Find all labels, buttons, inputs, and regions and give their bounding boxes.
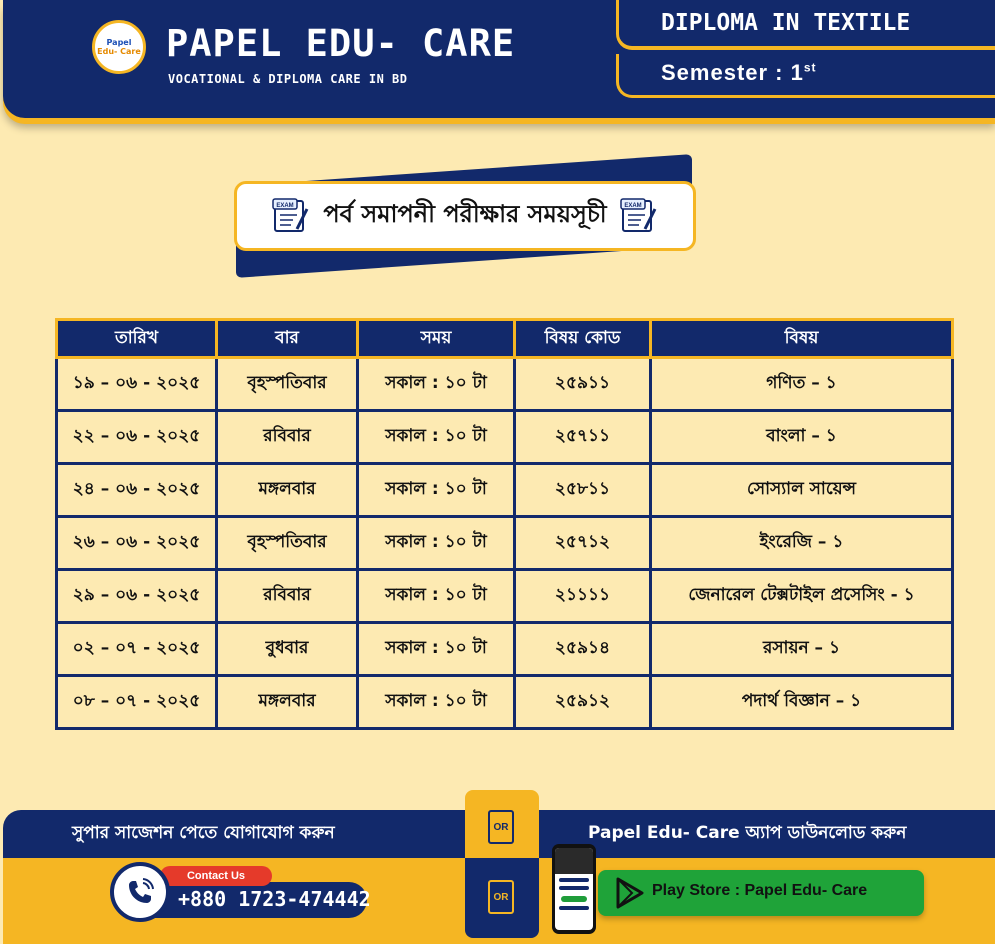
table-header-row [57, 320, 953, 358]
cell-date: ২৪ – ০৬ - ২০২৫ [57, 464, 217, 517]
cell-time: সকাল : ১০ টা [358, 676, 515, 729]
cell-subject: ইংরেজি – ১ [651, 517, 953, 570]
cell-subject: সোস্যাল সায়েন্স [651, 464, 953, 517]
cell-day: রবিবার [217, 570, 358, 623]
app-screenshot-phone [552, 844, 596, 934]
cell-time: সকাল : ১০ টা [358, 358, 515, 411]
cell-day: রবিবার [217, 411, 358, 464]
cell-subject: পদার্থ বিজ্ঞান – ১ [651, 676, 953, 729]
cell-date: ২৬ – ০৬ - ২০২৫ [57, 517, 217, 570]
brand-logo [92, 20, 146, 74]
cell-date: ২৯ – ০৬ - ২০২৫ [57, 570, 217, 623]
logo-line2: Edu- Care [97, 47, 141, 56]
cell-time: সকাল : ১০ টা [358, 464, 515, 517]
semester-label [661, 60, 817, 86]
contact-us-label: Contact Us [160, 866, 272, 886]
semester-box [616, 54, 995, 98]
diploma-box [616, 0, 995, 50]
contact-phone-number[interactable]: +880 1723-474442 [178, 887, 371, 911]
table-row [57, 570, 953, 623]
table-row [57, 517, 953, 570]
cell-code: ২১১১১ [515, 570, 651, 623]
cell-day: বৃহস্পতিবার [217, 358, 358, 411]
header-subject-code: বিষয় কোড [515, 320, 651, 358]
header-subject: বিষয় [651, 320, 953, 358]
app-download-text: Papel Edu- Care অ্যাপ ডাউনলোড করুন [588, 823, 907, 843]
cell-subject: রসায়ন – ১ [651, 623, 953, 676]
schedule-title: পর্ব সমাপনী পরীক্ষার সময়সূচী [323, 200, 607, 228]
table-row [57, 411, 953, 464]
semester-prefix: Semester : 1 [661, 60, 804, 85]
cell-day: মঙ্গলবার [217, 464, 358, 517]
brand-name: PAPEL EDU- CARE [166, 22, 516, 65]
brand-tagline: VOCATIONAL & DIPLOMA CARE IN BD [168, 72, 408, 86]
cell-code: ২৫৭১১ [515, 411, 651, 464]
semester-suffix: st [803, 60, 817, 75]
cell-code: ২৫৯১৪ [515, 623, 651, 676]
or-badge: OR [488, 880, 514, 914]
cell-subject: গণিত – ১ [651, 358, 953, 411]
table-row [57, 358, 953, 411]
phone-glyph-icon [123, 875, 157, 909]
header-day: বার [217, 320, 358, 358]
exam-schedule-table [55, 318, 954, 730]
svg-text:EXAM: EXAM [623, 203, 642, 209]
svg-text:EXAM: EXAM [276, 203, 295, 209]
header-date: তারিখ [57, 320, 217, 358]
cell-time: সকাল : ১০ টা [358, 411, 515, 464]
phone-icon [110, 862, 170, 922]
diploma-title: DIPLOMA IN TEXTILE [661, 10, 911, 36]
or-badge: OR [488, 810, 514, 844]
cell-day: বুধবার [217, 623, 358, 676]
logo-line1: Papel [106, 38, 132, 47]
play-store-icon [612, 876, 646, 910]
title-banner [234, 181, 696, 251]
cell-subject: জেনারেল টেক্সটাইল প্রসেসিং - ১ [651, 570, 953, 623]
cell-date: ২২ – ০৬ - ২০২৫ [57, 411, 217, 464]
exam-icon [619, 197, 659, 235]
header-time: সময় [358, 320, 515, 358]
table-row [57, 464, 953, 517]
cell-subject: বাংলা – ১ [651, 411, 953, 464]
cell-code: ২৫৯১১ [515, 358, 651, 411]
cell-time: সকাল : ১০ টা [358, 623, 515, 676]
cell-code: ২৫৮১১ [515, 464, 651, 517]
table-row [57, 623, 953, 676]
suggestion-contact-text: সুপার সাজেশন পেতে যোগাযোগ করুন [72, 823, 335, 843]
table-row [57, 676, 953, 729]
cell-date: ০২ – ০৭ - ২০২৫ [57, 623, 217, 676]
play-store-label[interactable]: Play Store : Papel Edu- Care [652, 882, 868, 899]
cell-code: ২৫৭১২ [515, 517, 651, 570]
cell-day: মঙ্গলবার [217, 676, 358, 729]
exam-icon [271, 197, 311, 235]
cell-time: সকাল : ১০ টা [358, 570, 515, 623]
cell-date: ০৮ – ০৭ - ২০২৫ [57, 676, 217, 729]
cell-time: সকাল : ১০ টা [358, 517, 515, 570]
cell-day: বৃহস্পতিবার [217, 517, 358, 570]
cell-date: ১৯ – ০৬ - ২০২৫ [57, 358, 217, 411]
cell-code: ২৫৯১২ [515, 676, 651, 729]
